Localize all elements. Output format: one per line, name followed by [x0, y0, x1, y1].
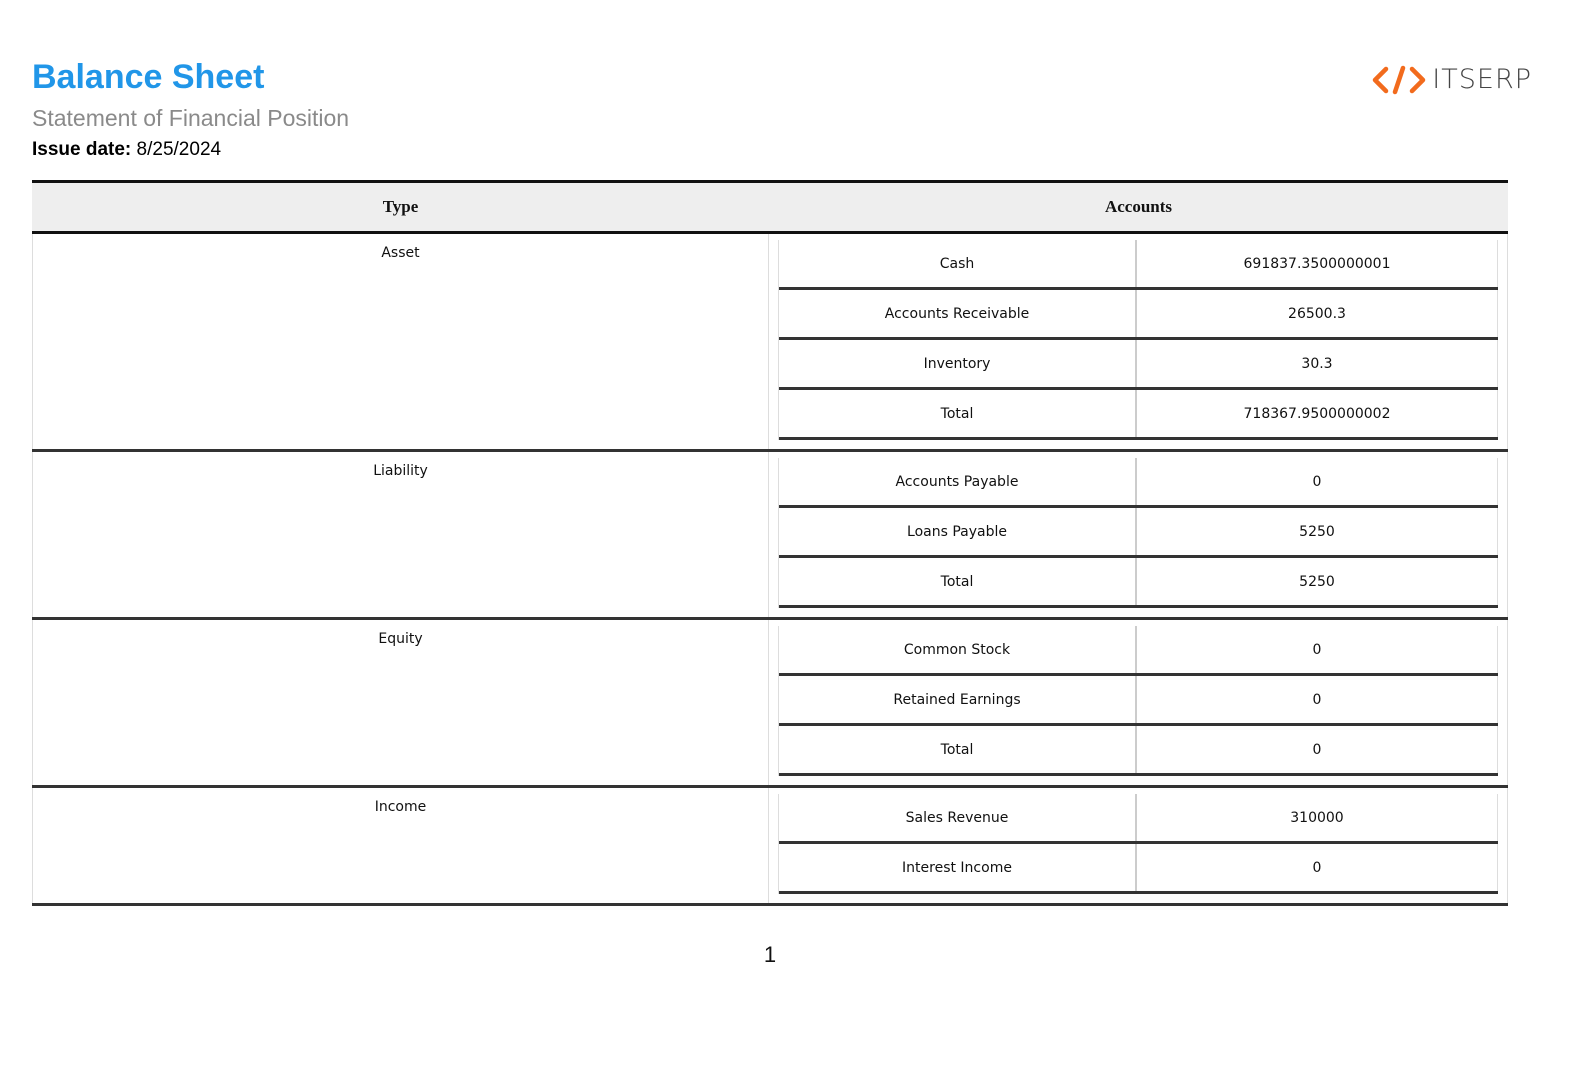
account-name: Sales Revenue — [779, 794, 1137, 841]
issue-date-label: Issue date: — [32, 139, 132, 160]
document-header — [32, 56, 1532, 176]
section-type-label: Asset — [32, 234, 769, 449]
account-name: Cash — [779, 240, 1137, 287]
table-row — [779, 508, 1498, 558]
total-row — [779, 558, 1498, 608]
account-name: Interest Income — [779, 844, 1137, 891]
accounts-subtable — [778, 458, 1498, 608]
account-name: Retained Earnings — [779, 676, 1137, 723]
page-number: 1 — [763, 942, 777, 967]
table-row — [779, 290, 1498, 340]
balance-sheet-table — [32, 180, 1508, 906]
account-value: 5250 — [1137, 508, 1498, 555]
account-name: Accounts Receivable — [779, 290, 1137, 337]
table-header — [32, 183, 1508, 234]
section-type-label: Equity — [32, 620, 769, 785]
section-asset — [32, 234, 1508, 452]
table-row — [779, 240, 1498, 290]
accounts-column-header: Accounts — [1104, 197, 1173, 216]
account-value: 691837.3500000001 — [1137, 240, 1498, 287]
account-value: 0 — [1137, 458, 1498, 505]
account-name: Loans Payable — [779, 508, 1137, 555]
code-brackets-icon — [1372, 65, 1426, 95]
account-name: Inventory — [779, 340, 1137, 387]
issue-date-value: 8/25/2024 — [136, 139, 222, 160]
account-name: Common Stock — [779, 626, 1137, 673]
account-value: 0 — [1137, 626, 1498, 673]
account-value: 718367.9500000002 — [1137, 390, 1498, 437]
account-value: 0 — [1137, 726, 1498, 773]
section-type-label: Income — [32, 788, 769, 903]
accounts-subtable — [778, 240, 1498, 440]
table-row — [779, 676, 1498, 726]
section-equity — [32, 620, 1508, 788]
account-value: 5250 — [1137, 558, 1498, 605]
account-name: Accounts Payable — [779, 458, 1137, 505]
total-row — [779, 726, 1498, 776]
account-name: Total — [779, 726, 1137, 773]
logo-wordmark: ITSERP — [1432, 64, 1532, 95]
table-row — [779, 844, 1498, 894]
account-name: Total — [779, 390, 1137, 437]
account-value: 26500.3 — [1137, 290, 1498, 337]
accounts-cell — [769, 620, 1508, 785]
accounts-cell — [769, 234, 1508, 449]
accounts-cell — [769, 452, 1508, 617]
account-value: 310000 — [1137, 794, 1498, 841]
section-income — [32, 788, 1508, 906]
table-row — [779, 458, 1498, 508]
company-logo — [1372, 64, 1532, 95]
type-column-header: Type — [382, 197, 419, 216]
page-subtitle: Statement of Financial Position — [32, 105, 350, 131]
account-name: Total — [779, 558, 1137, 605]
section-liability — [32, 452, 1508, 620]
account-value: 30.3 — [1137, 340, 1498, 387]
accounts-subtable — [778, 794, 1498, 894]
table-row — [779, 340, 1498, 390]
accounts-cell — [769, 788, 1508, 903]
page-title: Balance Sheet — [32, 58, 265, 96]
total-row — [779, 390, 1498, 440]
accounts-subtable — [778, 626, 1498, 776]
table-row — [779, 626, 1498, 676]
issue-date-line — [32, 138, 1532, 162]
section-type-label: Liability — [32, 452, 769, 617]
account-value: 0 — [1137, 676, 1498, 723]
account-value: 0 — [1137, 844, 1498, 891]
table-row — [779, 794, 1498, 844]
